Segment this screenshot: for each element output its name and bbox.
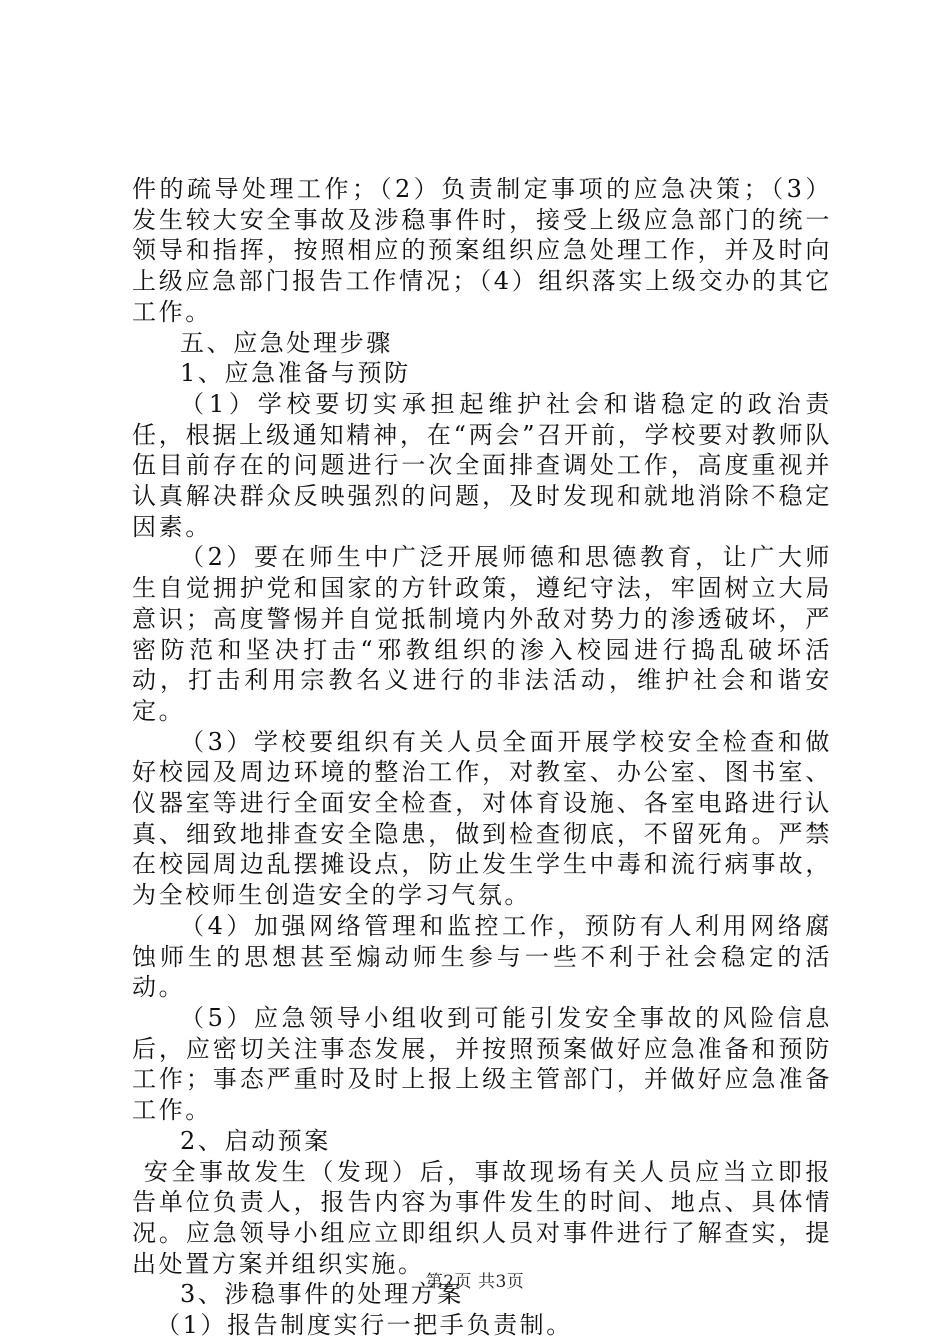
paragraph-item-5: （5）应急领导小组收到可能引发安全事故的风险信息后，应密切关注事态发展，并按照预案做好应急准备和预防工作；事态严重时及时上报上级主管部门，并做好应急准备工作。 [132,1003,832,1125]
paragraph-item-1: （1）学校要切实承担起维护社会和谐稳定的政治责任，根据上级通知精神，在“两会”召开前，学校要对教师队伍目前存在的问题进行一次全面排查调处工作，高度重视并认真解决群众反映强烈的问题，及时发现和就地消除不稳定因素。 [132,389,832,541]
heading-emergency-steps: 五、应急处理步骤 [180,328,393,357]
paragraph-reporting-system: （1）报告制度实行一把手负责制。 [156,1311,573,1340]
heading-activate-plan: 2、启动预案 [180,1126,331,1155]
heading-preparation-prevention: 1、应急准备与预防 [180,359,411,388]
heading-stability-events: 3、涉稳事件的处理方案 [180,1280,464,1309]
paragraph-activate-plan: 安全事故发生（发现）后，事故现场有关人员应当立即报告单位负责人，报告内容为事件发生的时间、地点、具体情况。应急领导小组应立即组织人员对事件进行了解查实，提出处置方案并组织实施。 [132,1157,832,1278]
paragraph-item-4: （4）加强网络管理和监控工作，预防有人利用网络腐蚀师生的思想甚至煽动师生参与一些不利于社会稳定的活动。 [132,911,832,1002]
paragraph-item-3: （3）学校要组织有关人员全面开展学校安全检查和做好校园及周边环境的整治工作，对教室、办公室、图书室、仪器室等进行全面安全检查，对体育设施、各室电路进行认真、细致地排查安全隐患，做到检查彻底，不留死角。严禁在校园周边乱摆摊设点，防止发生学生中毒和流行病事故，为全校师生创造安全的学习气氛。 [132,727,832,910]
page-number-footer: 第2页 共3页 [425,1272,525,1292]
paragraph-leader-duties: 件的疏导处理工作；（2）负责制定事项的应急决策；（3）发生较大安全事故及涉稳事件时，接受上级应急部门的统一领导和指挥，按照相应的预案组织应急处理工作，并及时向上级应急部门报告工作情况；（4）组织落实上级交办的其它工作。 [132,175,832,326]
document-body [132,174,832,1341]
paragraph-item-2: （2）要在师生中广泛开展师德和思德教育，让广大师生自觉拥护党和国家的方针政策，遵纪守法，牢固树立大局意识；高度警惕并自觉抵制境内外敌对势力的渗透破坏，严密防范和坚决打击“邪教组织的渗入校园进行捣乱破坏活动，打击利用宗教名义进行的非法活动，维护社会和谐安定。 [132,543,832,725]
